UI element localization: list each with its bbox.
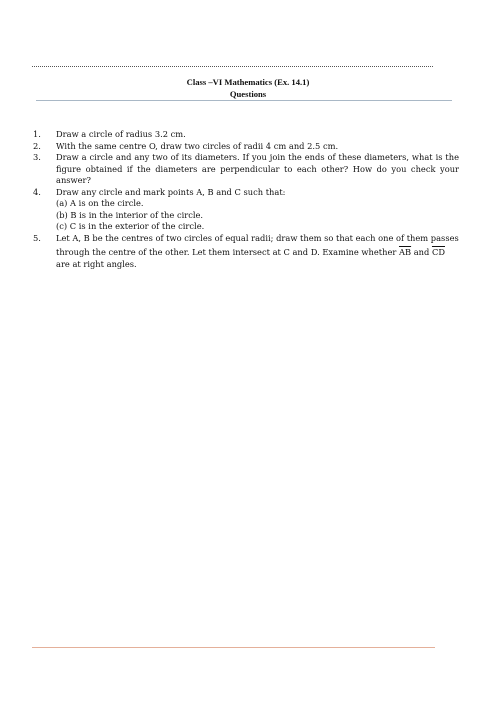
question-list — [33, 129, 459, 270]
question-part-b: (b) B is in the interior of the circle. — [56, 209, 204, 220]
question-text-line2: through the centre of the other. Let them intersect at C and D. Examine whether $\overline{AB}$ and $\overline{CD}$ — [56, 247, 445, 257]
question-5 — [33, 233, 459, 271]
page-title: Class –VI Mathematics (Ex. 14.1) — [186, 77, 310, 87]
question-text: Draw a circle of radius 3.2 cm. — [56, 129, 186, 139]
segment-ab: $\overline{AB}$ — [398, 247, 412, 257]
question-number: 3. — [33, 152, 41, 162]
question-number: 5. — [33, 232, 41, 243]
question-text: With the same centre O, draw two circles of radii 4 cm and 2.5 cm. — [56, 140, 339, 151]
question-part-c: (c) C is in the exterior of the circle. — [56, 221, 205, 231]
header-divider — [36, 100, 452, 101]
question-4 — [33, 187, 459, 233]
question-part-a: (a) A is on the circle. — [56, 198, 144, 208]
segment-cd: $\overline{CD}$ — [431, 247, 445, 257]
question-3 — [33, 152, 459, 187]
question-1 — [33, 129, 459, 141]
question-2 — [33, 141, 459, 153]
question-text: Draw any circle and mark points A, B and C such that: — [56, 186, 286, 197]
footer-divider — [32, 647, 435, 648]
question-text-line1: Let A, B be the centres of two circles of equal radii; draw them so that each one of them passes — [56, 232, 459, 243]
question-number: 1. — [33, 129, 41, 139]
page-subtitle: Questions — [229, 89, 267, 99]
question-text-line3: are at right angles. — [56, 258, 137, 269]
question-number: 2. — [33, 140, 41, 151]
top-dotted-divider — [32, 66, 433, 67]
question-text: Draw a circle and any two of its diameters. If you join the ends of these diameters, what is the figure obtained if the diameters are perpendicular to each other? How do you check your answer? — [56, 152, 459, 185]
question-number: 4. — [33, 186, 41, 197]
